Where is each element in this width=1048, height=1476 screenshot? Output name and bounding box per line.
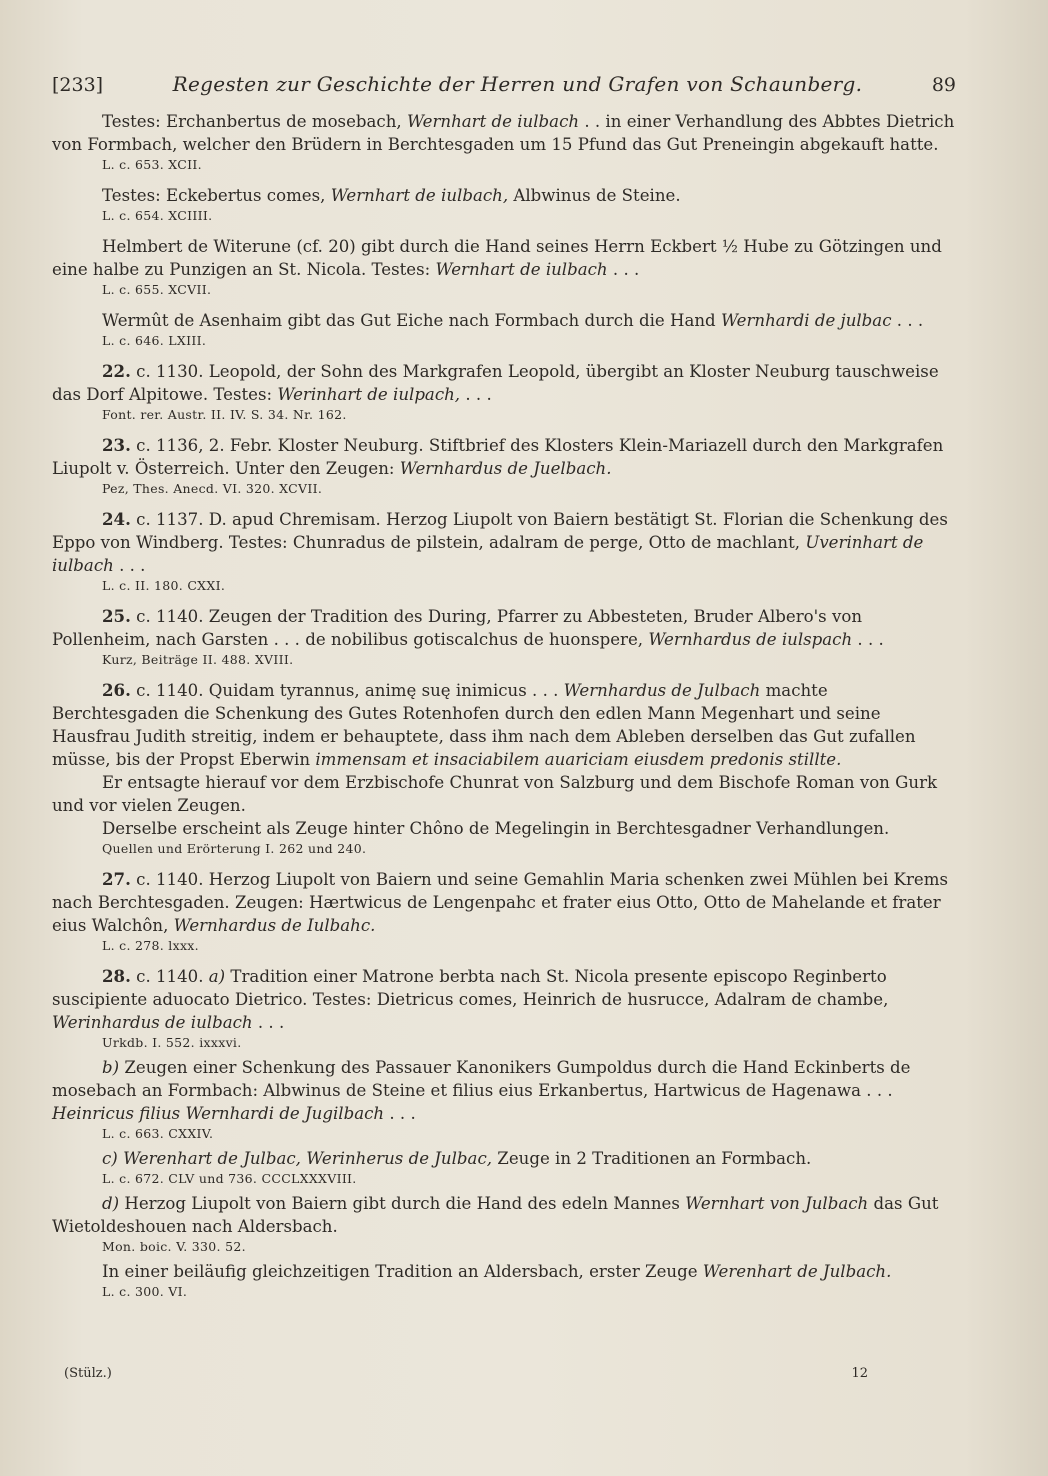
page-ref: [233] (52, 74, 104, 96)
source-citation: Pez, Thes. Anecd. VI. 320. XCVII. (102, 481, 323, 496)
source-citation: Kurz, Beiträge II. 488. XVIII. (102, 652, 294, 667)
entry-26: 26. c. 1140. Quidam tyrannus, animę suę inimicus . . . Wernhardus de Julbach machte Berchtesgaden die Schenkung des Gutes Rotenhofen durch den edlen Mann Megenhart und seine Hausfrau Judith streitig, indem er behauptete, dass ihm nach dem Ableben derselben das Gut zufallen müsse, bis der Propst Eberwin immensam et insaciabilem auariciam eiusdem predonis stillte. Er entsagte hierauf vor dem Erzbischofe Chunrat von Salzburg und dem Bischofe Roman von Gurk und vor vielen Zeugen. Derselbe erscheint als Zeuge hinter Chôno de Megelingin in Berchtesgadner Verhandlungen. Quellen und Erörterung I. 262 und 240. (52, 679, 956, 858)
entry-23: 23. c. 1136, 2. Febr. Kloster Neuburg. Stiftbrief des Klosters Klein-Mariazell durch den Markgrafen Liupolt v. Österreich. Unter den Zeugen: Wernhardus de Juelbach. Pez, Thes. Anecd. VI. 320. XCVII. (52, 434, 956, 498)
paragraph: Derselbe erscheint als Zeuge hinter Chôno de Megelingin in Berchtesgadner Verhandlungen. (102, 819, 890, 838)
source-citation: L. c. 278. lxxx. (102, 938, 199, 953)
subentry-b: b) Zeugen einer Schenkung des Passauer Kanonikers Gumpoldus durch die Hand Eckinberts de mosebach an Formbach: Albwinus de Steine et filius eius Erkanbertus, Hartwicus de Hagenawa . . . Heinricus filius Wernhardi de Jugilbach . . . L. c. 663. CXXIV. (52, 1056, 956, 1143)
source-citation: L. c. 300. VI. (102, 1284, 188, 1299)
paragraph: Er entsagte hierauf vor dem Erzbischofe Chunrat von Salzburg und dem Bischofe Roman von Gurk und vor vielen Zeugen. (52, 773, 938, 815)
entry-24: 24. c. 1137. D. apud Chremisam. Herzog Liupolt von Baiern bestätigt St. Florian die Schenkung des Eppo von Windberg. Testes: Chunradus de pilstein, adalram de perge, Otto de machlant, Uverinhart de iulbach . . . L. c. II. 180. CXXI. (52, 508, 956, 595)
entry-28: 28. c. 1140. a) Tradition einer Matrone berbta nach St. Nicola presente episcopo Reginberto suscipiente aduocato Dietrico. Testes: Dietricus comes, Heinrich de husrucce, Adalram de chambe, Werinhardus de iulbach . . . Urkdb. I. 552. ixxxvi. (52, 965, 956, 1052)
source-citation: Urkdb. I. 552. ixxxvi. (102, 1035, 242, 1050)
entry-25: 25. c. 1140. Zeugen der Tradition des During, Pfarrer zu Abbesteten, Bruder Albero's von Pollenheim, nach Garsten . . . de nobilibus gotiscalchus de huonspere, Wernhardus de iulspach . . . Kurz, Beiträge II. 488. XVIII. (52, 605, 956, 669)
source-citation: L. c. 663. CXXIV. (102, 1126, 214, 1141)
entry: Wermût de Asenhaim gibt das Gut Eiche nach Formbach durch die Hand Wernhardi de julbac . . . L. c. 646. LXIII. (52, 309, 956, 350)
entry-22: 22. c. 1130. Leopold, der Sohn des Markgrafen Leopold, übergibt an Kloster Neuburg tauschweise das Dorf Alpitowe. Testes: Werinhart de iulpach, . . . Font. rer. Austr. II. IV. S. 34. Nr. 162. (52, 360, 956, 424)
page-header (52, 72, 956, 96)
entry-27: 27. c. 1140. Herzog Liupolt von Baiern und seine Gemahlin Maria schenken zwei Mühlen bei Krems nach Berchtesgaden. Zeugen: Hærtwicus de Lengenpahc et frater eius Otto, Otto de Mahelande et frater eius Walchôn, Wernhardus de Iulbahc. L. c. 278. lxxx. (52, 868, 956, 955)
running-title: Regesten zur Geschichte der Herren und Grafen von Schaunberg. (172, 72, 863, 96)
source-citation: Font. rer. Austr. II. IV. S. 34. Nr. 162. (102, 407, 347, 422)
source-citation: L. c. 646. LXIII. (102, 333, 207, 348)
subentry-aldersbach: In einer beiläufig gleichzeitigen Tradition an Aldersbach, erster Zeuge Werenhart de Julbach. L. c. 300. VI. (52, 1260, 956, 1301)
source-citation: Mon. boic. V. 330. 52. (102, 1239, 246, 1254)
subentry-c: c) Werenhart de Julbac, Werinherus de Julbac, Zeuge in 2 Traditionen an Formbach. L. c. 672. CLV und 736. CCCLXXXVIII. (52, 1147, 956, 1188)
subentry-d: d) Herzog Liupolt von Baiern gibt durch die Hand des edeln Mannes Wernhart von Julbach das Gut Wietoldeshouen nach Aldersbach. Mon. boic. V. 330. 52. (52, 1192, 956, 1256)
source-citation: L. c. II. 180. CXXI. (102, 578, 226, 593)
source-citation: L. c. 655. XCVII. (102, 282, 212, 297)
source-citation: Quellen und Erörterung I. 262 und 240. (102, 841, 367, 856)
entry: Testes: Erchanbertus de mosebach, Wernhart de iulbach . . in einer Verhandlung des Abbtes Dietrich von Formbach, welcher den Brüdern in Berchtesgaden um 15 Pfund das Gut Preneingin abgekauft hatte. L. c. 653. XCII. (52, 112, 955, 172)
source-citation: L. c. 672. CLV und 736. CCCLXXXVIII. (102, 1171, 357, 1186)
signature-mark: 12 (851, 1366, 868, 1381)
author-note: (Stülz.) (64, 1366, 112, 1381)
source-citation: L. c. 654. XCIIII. (102, 208, 213, 223)
entry: Testes: Eckebertus comes, Wernhart de iulbach, Albwinus de Steine. L. c. 654. XCIIII. (52, 184, 956, 225)
page-number: 89 (931, 74, 956, 96)
source-citation: L. c. 653. XCII. (102, 157, 202, 172)
entry: Helmbert de Witerune (cf. 20) gibt durch die Hand seines Herrn Eckbert ½ Hube zu Götzingen und eine halbe zu Punzigen an St. Nicola. Testes: Wernhart de iulbach . . . L. c. 655. XCVII. (52, 235, 956, 299)
page-footer (64, 1366, 868, 1381)
